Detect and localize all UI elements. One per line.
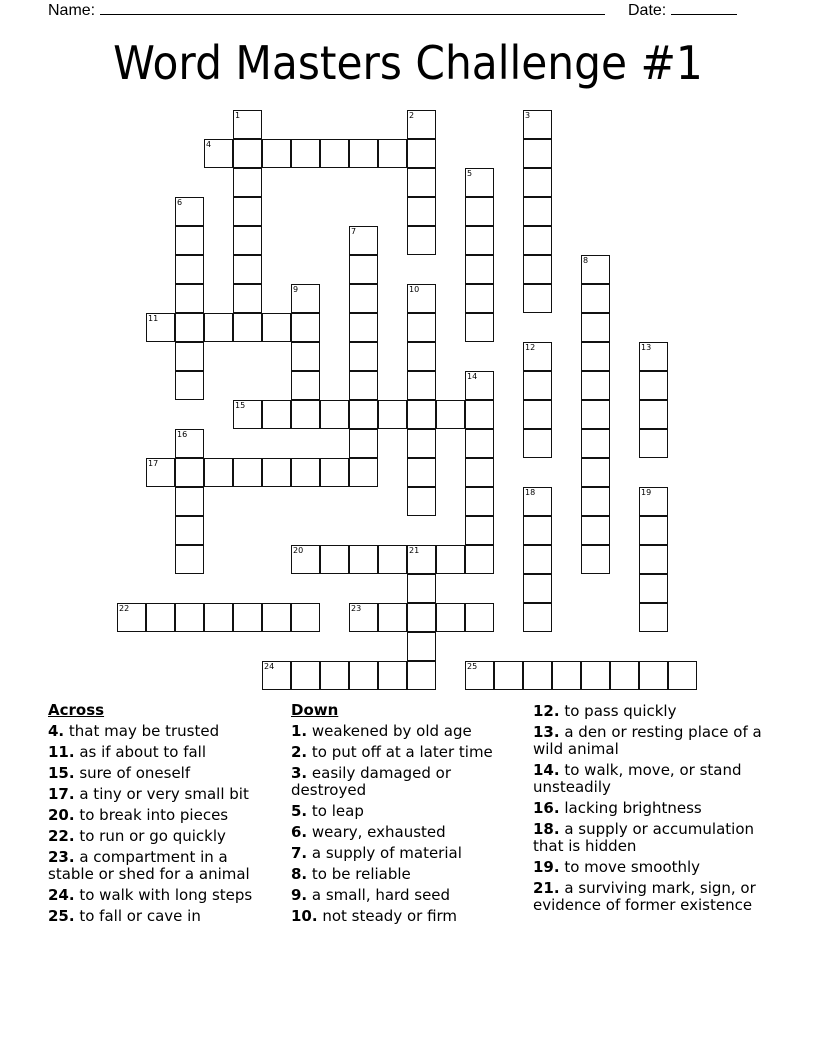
grid-cell[interactable] (465, 168, 494, 197)
clue-item (291, 744, 526, 761)
grid-cell[interactable] (349, 371, 378, 400)
clue-item-text: as if about to fall (74, 743, 207, 761)
grid-cell[interactable] (465, 197, 494, 226)
grid-cell[interactable] (204, 603, 233, 632)
clue-number: 6 (177, 198, 183, 207)
grid-cell[interactable] (291, 400, 320, 429)
grid-cell[interactable] (407, 197, 436, 226)
grid-cell[interactable] (262, 139, 291, 168)
clue-number: 11 (148, 314, 159, 323)
clue-item (291, 887, 526, 904)
grid-cell[interactable] (639, 574, 668, 603)
grid-cell[interactable] (523, 516, 552, 545)
grid-cell[interactable] (291, 603, 320, 632)
grid-cell[interactable] (320, 400, 349, 429)
grid-cell[interactable] (349, 458, 378, 487)
grid-cell[interactable] (407, 371, 436, 400)
across-clue-list (48, 723, 278, 925)
clue-number: 9 (293, 285, 299, 294)
clue-number: 15 (235, 401, 246, 410)
clue-item-number: 9. (291, 886, 308, 904)
clue-item (48, 908, 278, 925)
clue-item (48, 807, 278, 824)
grid-cell[interactable] (523, 574, 552, 603)
grid-cell[interactable] (407, 487, 436, 516)
grid-cell[interactable] (175, 342, 204, 371)
clue-item-text: lacking brightness (559, 799, 702, 817)
grid-cell[interactable] (175, 313, 204, 342)
clue-item-text: weary, exhausted (307, 823, 446, 841)
grid-cell[interactable] (465, 661, 494, 690)
grid-cell[interactable] (291, 284, 320, 313)
clue-item-number: 16. (533, 799, 560, 817)
grid-cell[interactable] (291, 661, 320, 690)
clue-item (291, 866, 526, 883)
grid-cell[interactable] (349, 139, 378, 168)
clue-item-text: to walk, move, or stand unsteadily (533, 761, 742, 796)
grid-cell[interactable] (610, 661, 639, 690)
grid-cell[interactable] (465, 255, 494, 284)
clue-item-number: 19. (533, 858, 560, 876)
date-label: Date: (628, 2, 667, 19)
clue-number: 17 (148, 459, 159, 468)
grid-cell[interactable] (407, 661, 436, 690)
across-clues (48, 702, 278, 929)
clue-item (291, 765, 526, 799)
grid-cell[interactable] (639, 487, 668, 516)
grid-cell[interactable] (320, 458, 349, 487)
grid-cell[interactable] (639, 516, 668, 545)
clue-number: 24 (264, 662, 275, 671)
grid-cell[interactable] (465, 603, 494, 632)
grid-cell[interactable] (233, 313, 262, 342)
grid-cell[interactable] (175, 371, 204, 400)
grid-cell[interactable] (407, 226, 436, 255)
clue-item-number: 21. (533, 879, 560, 897)
clue-item (48, 744, 278, 761)
clue-item-number: 18. (533, 820, 560, 838)
grid-cell[interactable] (320, 139, 349, 168)
grid-cell[interactable] (407, 458, 436, 487)
clue-item-number: 17. (48, 785, 75, 803)
grid-cell[interactable] (320, 661, 349, 690)
grid-cell[interactable] (581, 371, 610, 400)
grid-cell[interactable] (465, 371, 494, 400)
grid-cell[interactable] (204, 313, 233, 342)
down-clue-list-continued (533, 703, 773, 914)
grid-cell[interactable] (436, 603, 465, 632)
grid-cell[interactable] (465, 487, 494, 516)
grid-cell[interactable] (407, 429, 436, 458)
clue-item-number: 23. (48, 848, 75, 866)
clue-number: 5 (467, 169, 473, 178)
across-heading: Across (48, 701, 105, 719)
grid-cell[interactable] (523, 284, 552, 313)
grid-cell[interactable] (291, 545, 320, 574)
down-clue-list (291, 723, 526, 925)
clue-number: 20 (293, 546, 304, 555)
clue-item (533, 724, 773, 758)
clue-item-number: 1. (291, 722, 308, 740)
grid-cell[interactable] (581, 255, 610, 284)
grid-cell[interactable] (320, 545, 349, 574)
clue-item (48, 828, 278, 845)
grid-cell[interactable] (639, 429, 668, 458)
grid-cell[interactable] (117, 603, 146, 632)
clue-number: 4 (206, 140, 212, 149)
clue-item-text: to fall or cave in (74, 907, 201, 925)
grid-cell[interactable] (523, 226, 552, 255)
clue-item-text: a tiny or very small bit (74, 785, 249, 803)
grid-cell[interactable] (581, 342, 610, 371)
grid-cell[interactable] (523, 168, 552, 197)
grid-cell[interactable] (407, 632, 436, 661)
clue-item-text: to pass quickly (559, 702, 677, 720)
grid-cell[interactable] (291, 458, 320, 487)
grid-cell[interactable] (175, 545, 204, 574)
grid-cell[interactable] (523, 342, 552, 371)
grid-cell[interactable] (262, 603, 291, 632)
page-title: Word Masters Challenge #1 (113, 36, 703, 90)
clue-item-number: 4. (48, 722, 65, 740)
clue-item-number: 13. (533, 723, 560, 741)
grid-cell[interactable] (581, 458, 610, 487)
grid-cell[interactable] (233, 226, 262, 255)
clue-item (533, 859, 773, 876)
grid-cell[interactable] (349, 603, 378, 632)
grid-cell[interactable] (378, 661, 407, 690)
grid-cell[interactable] (349, 342, 378, 371)
grid-cell[interactable] (465, 400, 494, 429)
grid-cell[interactable] (349, 226, 378, 255)
grid-cell[interactable] (494, 661, 523, 690)
clue-item-text: not steady or firm (317, 907, 458, 925)
grid-cell[interactable] (523, 139, 552, 168)
grid-cell[interactable] (175, 226, 204, 255)
grid-cell[interactable] (639, 342, 668, 371)
clue-item-number: 11. (48, 743, 75, 761)
grid-cell[interactable] (204, 139, 233, 168)
grid-cell[interactable] (146, 458, 175, 487)
clue-item-number: 20. (48, 806, 75, 824)
grid-cell[interactable] (465, 226, 494, 255)
grid-cell[interactable] (146, 603, 175, 632)
grid-cell[interactable] (407, 313, 436, 342)
clue-item-text: to put off at a later time (307, 743, 493, 761)
grid-cell[interactable] (407, 342, 436, 371)
clue-item-number: 5. (291, 802, 308, 820)
grid-cell[interactable] (175, 487, 204, 516)
clue-number: 2 (409, 111, 415, 120)
clue-number: 18 (525, 488, 536, 497)
grid-cell[interactable] (465, 545, 494, 574)
grid-cell[interactable] (233, 400, 262, 429)
grid-cell[interactable] (523, 110, 552, 139)
grid-cell[interactable] (233, 139, 262, 168)
clue-number: 3 (525, 111, 531, 120)
clue-item (291, 845, 526, 862)
clue-number: 13 (641, 343, 652, 352)
clue-item-text: a surviving mark, sign, or evidence of former existence (533, 879, 756, 914)
clue-item-number: 7. (291, 844, 308, 862)
grid-cell[interactable] (436, 545, 465, 574)
grid-cell[interactable] (407, 110, 436, 139)
grid-cell[interactable] (291, 342, 320, 371)
clue-item-text: to be reliable (307, 865, 411, 883)
grid-cell[interactable] (523, 661, 552, 690)
grid-cell[interactable] (523, 429, 552, 458)
grid-cell[interactable] (262, 458, 291, 487)
grid-cell[interactable] (378, 545, 407, 574)
grid-cell[interactable] (175, 516, 204, 545)
clue-item (533, 762, 773, 796)
clue-item-text: to break into pieces (74, 806, 229, 824)
grid-cell[interactable] (436, 400, 465, 429)
grid-cell[interactable] (581, 545, 610, 574)
grid-cell[interactable] (291, 139, 320, 168)
clue-item-number: 6. (291, 823, 308, 841)
clue-number: 10 (409, 285, 420, 294)
clue-item (291, 803, 526, 820)
clue-item (291, 908, 526, 925)
clue-item (48, 887, 278, 904)
clue-number: 22 (119, 604, 130, 613)
grid-cell[interactable] (233, 197, 262, 226)
clue-number: 25 (467, 662, 478, 671)
clue-item (533, 821, 773, 855)
clue-number: 21 (409, 546, 420, 555)
grid-cell[interactable] (407, 545, 436, 574)
clue-item (533, 800, 773, 817)
clue-item-number: 24. (48, 886, 75, 904)
grid-cell[interactable] (349, 429, 378, 458)
grid-cell[interactable] (581, 661, 610, 690)
clue-item-text: to move smoothly (559, 858, 701, 876)
clue-number: 16 (177, 430, 188, 439)
grid-cell[interactable] (233, 255, 262, 284)
clue-item-text: a den or resting place of a wild animal (533, 723, 762, 758)
grid-cell[interactable] (233, 284, 262, 313)
grid-cell[interactable] (349, 661, 378, 690)
grid-cell[interactable] (523, 197, 552, 226)
clue-number: 12 (525, 343, 536, 352)
grid-cell[interactable] (581, 284, 610, 313)
grid-cell[interactable] (523, 371, 552, 400)
clue-item (291, 824, 526, 841)
grid-cell[interactable] (523, 487, 552, 516)
grid-cell[interactable] (465, 429, 494, 458)
clue-item (291, 723, 526, 740)
grid-cell[interactable] (291, 371, 320, 400)
clue-number: 1 (235, 111, 241, 120)
grid-cell[interactable] (291, 313, 320, 342)
grid-cell[interactable] (233, 458, 262, 487)
grid-cell[interactable] (349, 255, 378, 284)
grid-cell[interactable] (407, 603, 436, 632)
grid-cell[interactable] (175, 197, 204, 226)
clue-item (533, 703, 773, 720)
grid-cell[interactable] (407, 284, 436, 313)
grid-cell[interactable] (639, 603, 668, 632)
clue-number: 7 (351, 227, 357, 236)
clue-item-text: to run or go quickly (74, 827, 226, 845)
grid-cell[interactable] (262, 661, 291, 690)
grid-cell[interactable] (668, 661, 697, 690)
grid-cell[interactable] (146, 313, 175, 342)
grid-cell[interactable] (378, 603, 407, 632)
clue-item-number: 14. (533, 761, 560, 779)
grid-cell[interactable] (581, 516, 610, 545)
grid-cell[interactable] (465, 313, 494, 342)
clue-number: 23 (351, 604, 362, 613)
grid-cell[interactable] (552, 661, 581, 690)
grid-cell[interactable] (639, 371, 668, 400)
grid-cell[interactable] (465, 516, 494, 545)
grid-cell[interactable] (465, 458, 494, 487)
down-clues (291, 702, 526, 929)
grid-cell[interactable] (262, 313, 291, 342)
clue-item (48, 723, 278, 740)
clue-item-text: to walk with long steps (74, 886, 253, 904)
grid-cell[interactable] (262, 400, 291, 429)
clue-item (533, 880, 773, 914)
down-clues-continued (533, 703, 773, 918)
grid-cell[interactable] (581, 487, 610, 516)
grid-cell[interactable] (175, 603, 204, 632)
grid-cell[interactable] (378, 139, 407, 168)
clue-number: 19 (641, 488, 652, 497)
grid-cell[interactable] (175, 429, 204, 458)
clue-item-number: 15. (48, 764, 75, 782)
grid-cell[interactable] (639, 545, 668, 574)
grid-cell[interactable] (349, 400, 378, 429)
grid-cell[interactable] (175, 458, 204, 487)
grid-cell[interactable] (407, 400, 436, 429)
clue-item-text: easily damaged or destroyed (291, 764, 452, 799)
grid-cell[interactable] (581, 313, 610, 342)
clue-item-text: to leap (307, 802, 364, 820)
grid-cell[interactable] (233, 110, 262, 139)
grid-cell[interactable] (349, 545, 378, 574)
grid-cell[interactable] (378, 400, 407, 429)
grid-cell[interactable] (639, 400, 668, 429)
clue-item-number: 2. (291, 743, 308, 761)
clue-item-text: a supply or accumulation that is hidden (533, 820, 754, 855)
clue-item-number: 22. (48, 827, 75, 845)
grid-cell[interactable] (175, 284, 204, 313)
clue-item (48, 849, 278, 883)
clue-item-number: 10. (291, 907, 318, 925)
clue-item-number: 12. (533, 702, 560, 720)
clue-item-text: sure of oneself (74, 764, 191, 782)
name-label: Name: (48, 2, 96, 19)
clue-number: 8 (583, 256, 589, 265)
grid-cell[interactable] (407, 574, 436, 603)
clue-item-text: a small, hard seed (307, 886, 451, 904)
clue-item-text: that may be trusted (64, 722, 220, 740)
clue-item-text: a supply of material (307, 844, 462, 862)
grid-cell[interactable] (523, 603, 552, 632)
grid-cell[interactable] (523, 400, 552, 429)
grid-cell[interactable] (523, 545, 552, 574)
down-heading: Down (291, 701, 339, 719)
grid-cell[interactable] (639, 661, 668, 690)
grid-cell[interactable] (581, 400, 610, 429)
grid-cell[interactable] (349, 313, 378, 342)
grid-cell[interactable] (204, 458, 233, 487)
grid-cell[interactable] (407, 139, 436, 168)
clue-item-text: weakened by old age (307, 722, 472, 740)
grid-cell[interactable] (465, 284, 494, 313)
grid-cell[interactable] (349, 284, 378, 313)
clue-number: 14 (467, 372, 478, 381)
grid-cell[interactable] (407, 168, 436, 197)
clue-item-number: 25. (48, 907, 75, 925)
grid-cell[interactable] (233, 603, 262, 632)
clue-item (48, 765, 278, 782)
grid-cell[interactable] (233, 168, 262, 197)
grid-cell[interactable] (523, 255, 552, 284)
clue-item (48, 786, 278, 803)
clue-item-number: 3. (291, 764, 308, 782)
clue-item-number: 8. (291, 865, 308, 883)
clue-item-text: a compartment in a stable or shed for a animal (48, 848, 250, 883)
grid-cell[interactable] (175, 255, 204, 284)
grid-cell[interactable] (581, 429, 610, 458)
